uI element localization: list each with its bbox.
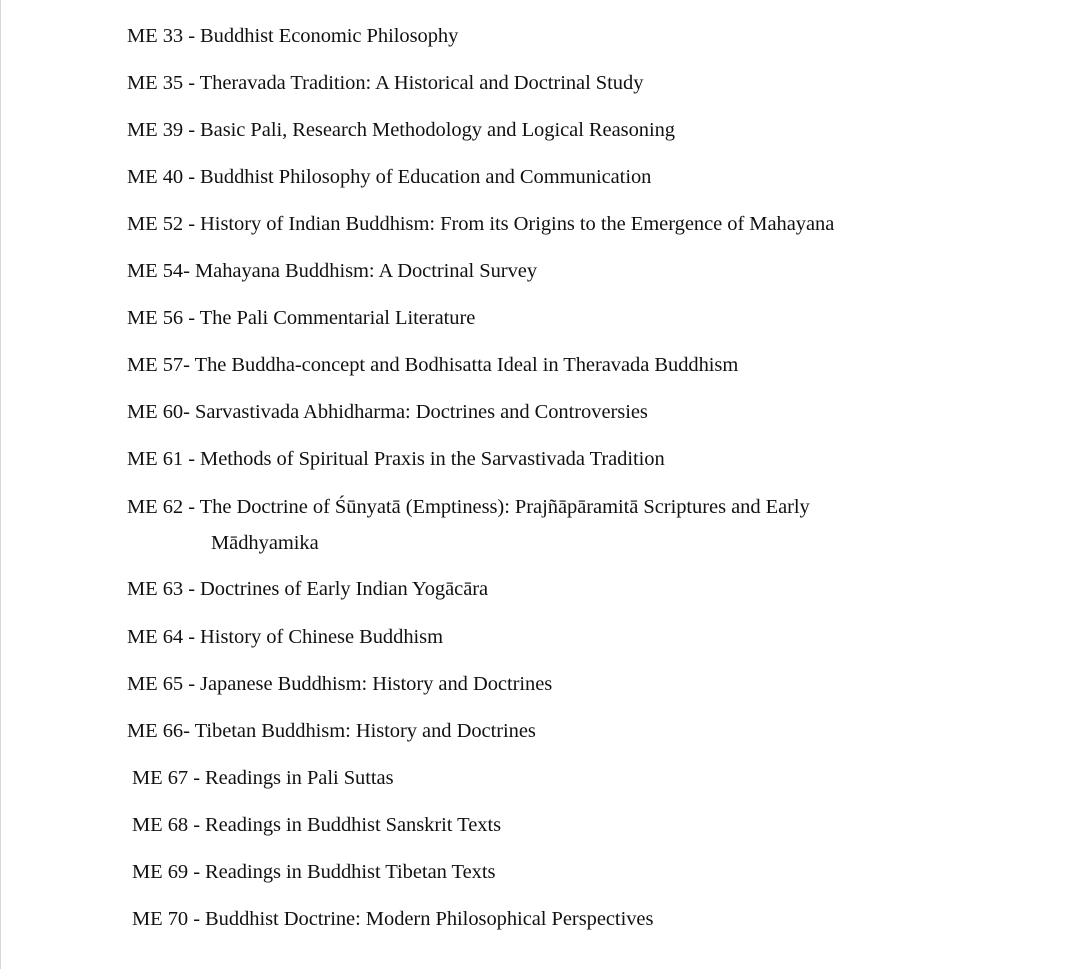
course-me-35: ME 35 - Theravada Tradition: A Historical and Doctrinal Study	[127, 72, 644, 94]
course-me-67: ME 67 - Readings in Pali Suttas	[132, 767, 394, 789]
course-me-62-continuation: Mādhyamika	[211, 532, 319, 554]
course-me-40: ME 40 - Buddhist Philosophy of Education and Communication	[127, 166, 652, 188]
course-me-33: ME 33 - Buddhist Economic Philosophy	[127, 25, 459, 47]
course-me-56: ME 56 - The Pali Commentarial Literature	[127, 307, 476, 329]
course-me-62	[127, 489, 810, 561]
course-me-39: ME 39 - Basic Pali, Research Methodology and Logical Reasoning	[127, 119, 676, 141]
course-me-66: ME 66- Tibetan Buddhism: History and Doctrines	[127, 720, 536, 742]
course-me-70: ME 70 - Buddhist Doctrine: Modern Philosophical Perspectives	[132, 908, 654, 930]
course-me-68: ME 68 - Readings in Buddhist Sanskrit Texts	[132, 814, 502, 836]
course-me-62-title: ME 62 - The Doctrine of Śūnyatā (Emptiness): Prajñāpāramitā Scriptures and Early	[127, 496, 810, 518]
course-me-52: ME 52 - History of Indian Buddhism: From its Origins to the Emergence of Mahayana	[127, 213, 835, 235]
course-me-63: ME 63 - Doctrines of Early Indian Yogācāra	[127, 578, 489, 600]
course-me-69: ME 69 - Readings in Buddhist Tibetan Texts	[132, 861, 496, 883]
page-edge	[0, 0, 1, 969]
course-me-61: ME 61 - Methods of Spiritual Praxis in the Sarvastivada Tradition	[127, 448, 665, 470]
course-me-54: ME 54- Mahayana Buddhism: A Doctrinal Survey	[127, 260, 538, 282]
course-me-64: ME 64 - History of Chinese Buddhism	[127, 626, 443, 648]
course-me-60: ME 60- Sarvastivada Abhidharma: Doctrines and Controversies	[127, 401, 648, 423]
course-me-65: ME 65 - Japanese Buddhism: History and Doctrines	[127, 673, 553, 695]
course-me-57: ME 57- The Buddha-concept and Bodhisatta Ideal in Theravada Buddhism	[127, 354, 739, 376]
